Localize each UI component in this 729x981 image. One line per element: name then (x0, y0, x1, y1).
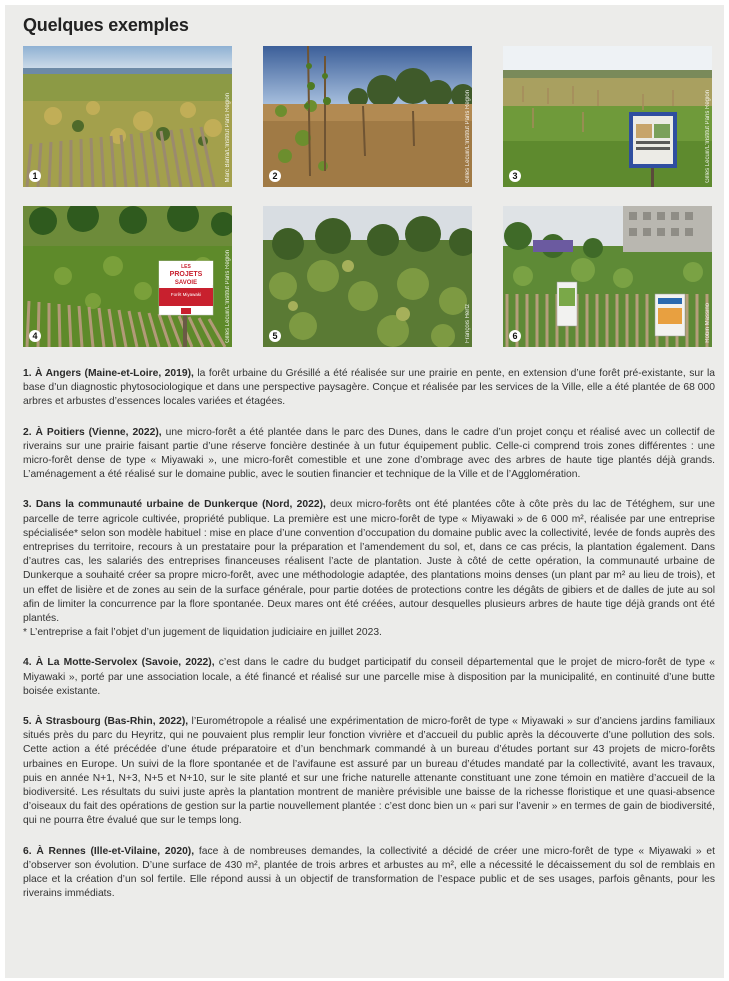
photo-number: 2 (269, 170, 281, 182)
example-body: face à de nombreuses demandes, la collectivité a décidé de créer une micro-forêt de type « Miyawaki » et d’observer son évolution. D’une surface de 430 m², plantée de trois arbres et arbustes au m², elle a nécessité le décaissement du sol de remblais en place et la création d’un sol fertile. Elle répond aussi à un objectif de transformation de l’espace public et de ses usages, parfois gênants, pour les riverains immédiats. (23, 845, 716, 900)
photo-1 (23, 46, 232, 187)
photo-credit: Gilles Lecuir/L'Institut Paris Region (225, 250, 231, 343)
photo-3-image (503, 46, 712, 187)
example-heading: 1. À Angers (Maine-et-Loire, 2019), (23, 368, 194, 379)
photo-4 (23, 206, 232, 347)
example-body: la forêt urbaine du Grésillé a été réalisée sur une prairie en pente, en extension d’une forêt pré-existante, sur la base d’un diagnostic phytosociologique et dans une perspective paysagère. Conçue et réalisée par les services de la Ville, elle a été plantée de 68 000 arbres et arbustes d’essences locales variées et étagées. (23, 368, 715, 408)
example-body: une micro-forêt a été plantée dans le parc des Dunes, dans le cadre d’un projet conçu et réalisé avec un collectif de riverains sur une prairie faisant partie d’une réserve foncière destinée à un futur équipement public. Celle-ci comprend trois zones différentes : une micro-forêt dense de type « Miyawaki », une micro-forêt comestible et une zone d’ombrage avec des arbres de haute tige plantés déjà grands. L’aménagement a été réalisé sur le domaine public, avec le soutien financier et technique de la Ville et de l’Agglomération. (23, 426, 715, 481)
page (5, 5, 724, 978)
example-3 (23, 498, 715, 640)
example-2 (23, 426, 715, 483)
example-heading: 6. À Rennes (Ille-et-Vilaine, 2020), (23, 845, 195, 857)
photo-3 (503, 46, 712, 187)
sign-line-2: PROJETS (169, 271, 203, 278)
photo-credit: Gilles Lecuir/L'Institut Paris Region (705, 90, 711, 183)
examples-text (23, 367, 715, 918)
photo-credit: Marc Barra/L'Institut Paris Region (225, 93, 231, 183)
sign-line-3: SAVOIE (174, 280, 198, 286)
photo-5-image (263, 206, 472, 347)
photo-number: 6 (509, 330, 521, 342)
sign-line-1: LES (181, 264, 191, 270)
photo-2-image (263, 46, 472, 187)
example-1 (23, 367, 715, 410)
photo-credit: Gilles Lecuir/L'Institut Paris Region (465, 90, 471, 183)
example-heading: 2. À Poitiers (Vienne, 2022), (23, 426, 162, 438)
example-body: l’Eurométropole a réalisé une expérimentation de micro-forêt de type « Miyawaki » sur d’anciens jardins familiaux situés près du parc du Heyritz, qui ne pouvaient plus remplir leur fonction vivrière et d’accueil du public après la découverte d’une pollution des sols. Cette action a été précédée d’une étude préparatoire et d’un benchmark commandé à un bureau d’études portant sur 43 projets de micro-forêts urbaines en Europe. Un suivi de la flore spontanée et de l’avifaune est assuré par un bureau d’études mandaté par la collectivité, avant les travaux, puis en année N+1, N+3, N+5 et N+10, sur le site planté et sur une friche naturelle attenante constituant une zone témoin en matière d’accueil de la biodiversité. Les résultats du suivi juste après la plantation montrent de manière prévisible une baisse de la richesse floristique et une quasi-absence d’oiseaux du fait des opérations de gestion sur la partie nouvellement plantée : c’est donc bien un « pari sur l’avenir » en termes de gain de biodiversité, qui ne pourra être évalué que sur le temps long. (23, 716, 715, 827)
photo-number: 3 (509, 170, 521, 182)
page-title: Quelques exemples (23, 15, 189, 35)
example-body: c’est dans le cadre du budget participatif du conseil départemental que le projet de micro-forêt de type « Miyawaki », porté par une association locale, a été financé et réalisé sur une parcelle mise à disposition par la municipalité, en continuité d’une butte boisée existante. (23, 657, 716, 697)
photo-credit: Robin Massino (705, 303, 711, 343)
footnote: * L’entreprise a fait l’objet d’un jugement de liquidation judiciaire en juillet 2023. (23, 627, 382, 639)
photo-number: 5 (269, 330, 281, 342)
example-heading: 3. Dans la communauté urbaine de Dunkerque (Nord, 2022), (23, 499, 326, 511)
photo-1-image (23, 46, 232, 187)
photo-6 (503, 206, 712, 347)
example-4 (23, 656, 715, 699)
photo-4-image (23, 206, 232, 347)
example-5 (23, 715, 715, 829)
photo-6-image (503, 206, 712, 347)
sign-subtitle: Forêt Miyawaki (170, 292, 202, 297)
example-6 (23, 845, 715, 902)
example-heading: 4. À La Motte-Servolex (Savoie, 2022), (23, 657, 215, 669)
photo-2 (263, 46, 472, 187)
photo-number: 4 (29, 330, 41, 342)
photo-number: 1 (29, 170, 41, 182)
example-heading: 5. À Strasbourg (Bas-Rhin, 2022), (23, 716, 189, 728)
photo-5 (263, 206, 472, 347)
photo-credit: François Hertz (465, 303, 471, 343)
example-body: deux micro-forêts ont été plantées côte à côte près du lac de Tétéghem, sur une parcelle de terre agricole cultivée, propriété publique. La première est une micro-forêt de type « Miyawaki » de 6 000 m², réalisée par une entreprise spécialisée* selon son modèle habituel : mise en place d’une convention d’occupation du domaine public avec la collectivité, levée de fonds auprès des entreprises du territoire, recours à un prestataire pour la préparation et l’amendement du sol, et, dans ce cas précis, la plantation également. Dans d’autres cas, les salariés des entreprises financeuses réalisent l’acte de plantation. Juste à côté de cette opération, la communauté urbaine de Dunkerque a souhaité créer sa propre micro-forêt, avec une méthodologie adaptée, des plantations moins denses (un plant par m² au lieu de trois), et un effet de lisière et de zones au sein de la surface générale, pour partie dotées de protections contre les dégâts de gibiers et de dalles de jute au sol afin de limiter la concurrence par la flore spontanée. Deux mares ont été créées, autour desquelles plusieurs arbres de haute tige déjà grands ont été plantés. (23, 499, 716, 625)
